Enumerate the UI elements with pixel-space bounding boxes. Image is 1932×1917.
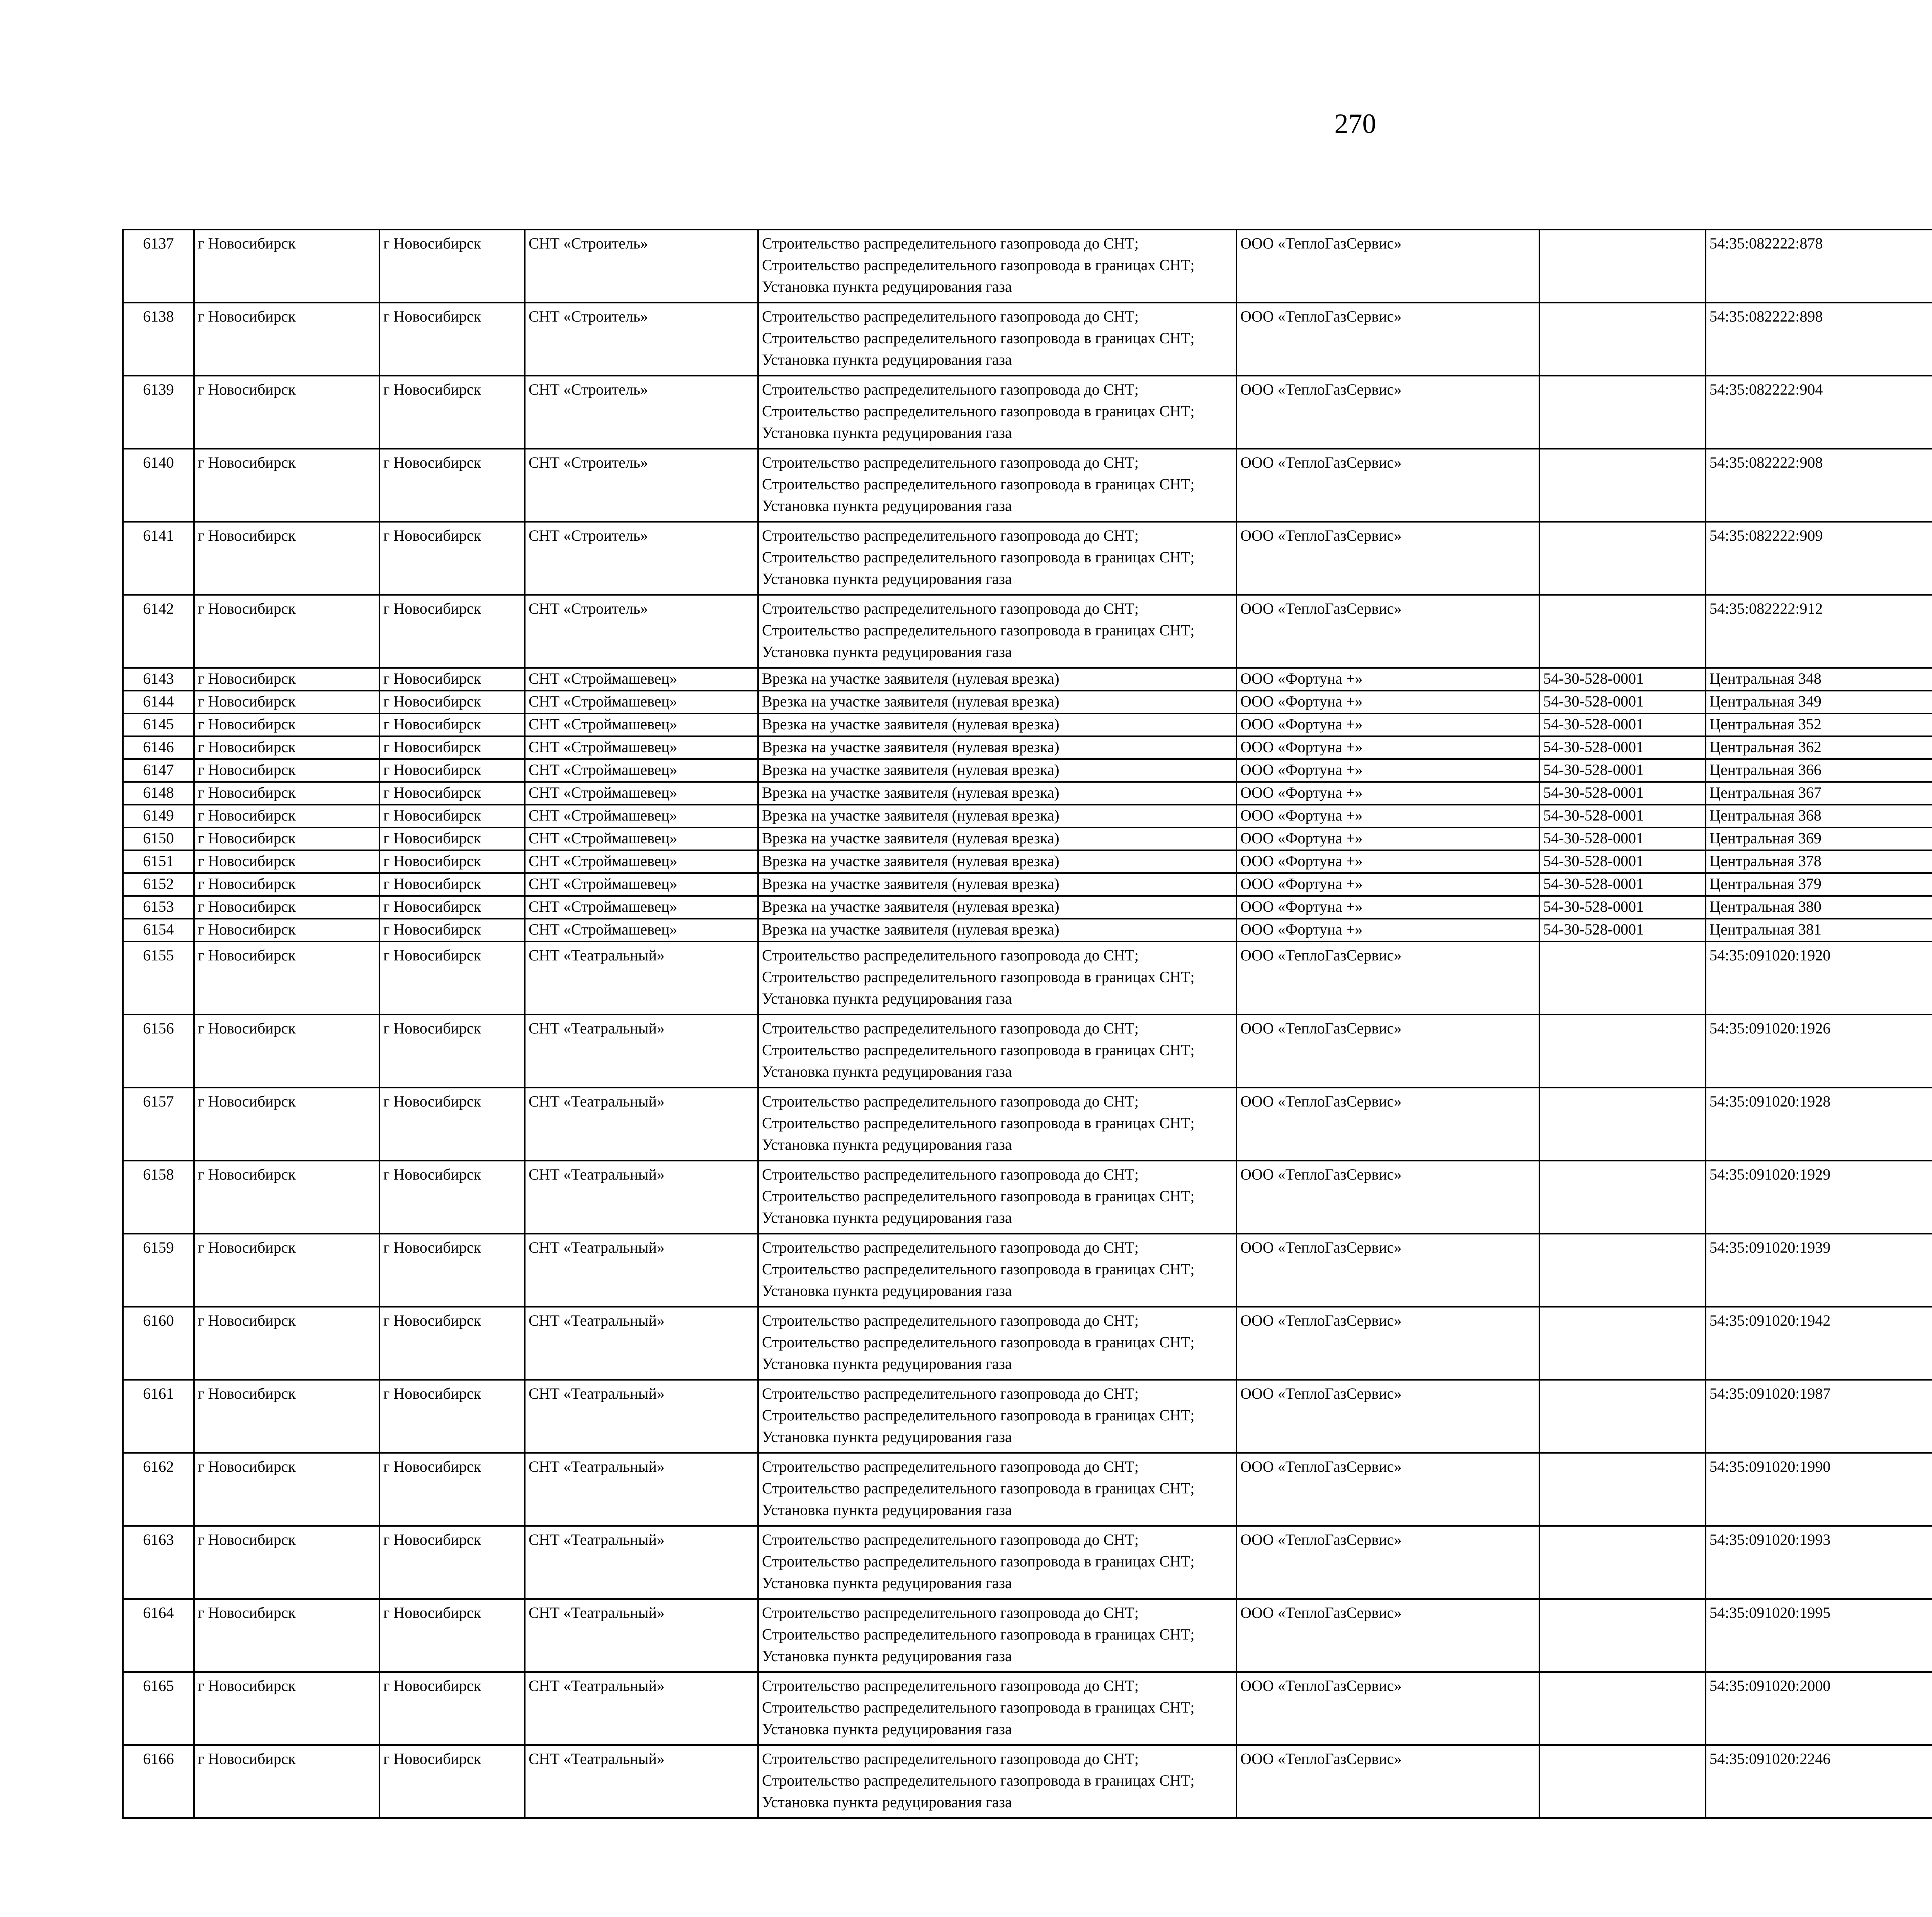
city-cell: г Новосибирск <box>379 1526 525 1599</box>
tu-number-cell <box>1539 1088 1706 1161</box>
work-description-cell: Врезка на участке заявителя (нулевая врезка) <box>758 668 1236 691</box>
address-cell: Центральная 366 <box>1706 759 1932 782</box>
snt-cell: СНТ «Строймашевец» <box>525 896 758 919</box>
city-cell: г Новосибирск <box>379 1015 525 1088</box>
district-cell: г Новосибирск <box>194 230 379 303</box>
address-cell: 54:35:091020:1929 <box>1706 1161 1932 1234</box>
city-cell: г Новосибирск <box>379 230 525 303</box>
table-row <box>123 449 1932 522</box>
work-description-cell: Строительство распределительного газопровода до СНТ; Строительство распределительного газопровода в границах СНТ; Установка пункта редуцирования газа <box>758 303 1236 376</box>
tu-number-cell: 54-30-528-0001 <box>1539 668 1706 691</box>
work-description-cell: Строительство распределительного газопровода до СНТ; Строительство распределительного газопровода в границах СНТ; Установка пункта редуцирования газа <box>758 595 1236 668</box>
organization-cell: ООО «ТеплоГазСервис» <box>1236 230 1539 303</box>
district-cell: г Новосибирск <box>194 522 379 595</box>
snt-cell: СНТ «Строймашевец» <box>525 691 758 713</box>
table-row <box>123 303 1932 376</box>
city-cell: г Новосибирск <box>379 873 525 896</box>
organization-cell: ООО «Фортуна +» <box>1236 668 1539 691</box>
city-cell: г Новосибирск <box>379 919 525 941</box>
row-number: 6147 <box>123 759 194 782</box>
city-cell: г Новосибирск <box>379 759 525 782</box>
snt-cell: СНТ «Строймашевец» <box>525 873 758 896</box>
address-cell: 54:35:082222:904 <box>1706 376 1932 449</box>
address-cell: 54:35:082222:912 <box>1706 595 1932 668</box>
work-description-cell: Строительство распределительного газопровода до СНТ; Строительство распределительного газопровода в границах СНТ; Установка пункта редуцирования газа <box>758 230 1236 303</box>
row-number: 6146 <box>123 736 194 759</box>
row-number: 6138 <box>123 303 194 376</box>
row-number: 6160 <box>123 1307 194 1380</box>
organization-cell: ООО «ТеплоГазСервис» <box>1236 1453 1539 1526</box>
organization-cell: ООО «ТеплоГазСервис» <box>1236 1307 1539 1380</box>
tu-number-cell <box>1539 1672 1706 1745</box>
work-description-cell: Врезка на участке заявителя (нулевая врезка) <box>758 736 1236 759</box>
city-cell: г Новосибирск <box>379 1307 525 1380</box>
address-cell: 54:35:091020:1926 <box>1706 1015 1932 1088</box>
address-cell: Центральная 369 <box>1706 827 1932 850</box>
city-cell: г Новосибирск <box>379 522 525 595</box>
address-cell: Центральная 352 <box>1706 713 1932 736</box>
tu-number-cell: 54-30-528-0001 <box>1539 759 1706 782</box>
district-cell: г Новосибирск <box>194 805 379 827</box>
work-description-cell: Строительство распределительного газопровода до СНТ; Строительство распределительного газопровода в границах СНТ; Установка пункта редуцирования газа <box>758 522 1236 595</box>
row-number: 6161 <box>123 1380 194 1453</box>
work-description-cell: Строительство распределительного газопровода до СНТ; Строительство распределительного газопровода в границах СНТ; Установка пункта редуцирования газа <box>758 1745 1236 1818</box>
snt-cell: СНТ «Театральный» <box>525 1453 758 1526</box>
snt-cell: СНТ «Театральный» <box>525 1161 758 1234</box>
organization-cell: ООО «Фортуна +» <box>1236 759 1539 782</box>
district-cell: г Новосибирск <box>194 1088 379 1161</box>
row-number: 6154 <box>123 919 194 941</box>
snt-cell: СНТ «Строймашевец» <box>525 827 758 850</box>
row-number: 6157 <box>123 1088 194 1161</box>
snt-cell: СНТ «Строймашевец» <box>525 919 758 941</box>
table-row <box>123 668 1932 691</box>
city-cell: г Новосибирск <box>379 782 525 805</box>
city-cell: г Новосибирск <box>379 827 525 850</box>
work-description-cell: Врезка на участке заявителя (нулевая врезка) <box>758 896 1236 919</box>
district-cell: г Новосибирск <box>194 1307 379 1380</box>
table-row <box>123 873 1932 896</box>
tu-number-cell: 54-30-528-0001 <box>1539 919 1706 941</box>
address-cell: Центральная 362 <box>1706 736 1932 759</box>
row-number: 6163 <box>123 1526 194 1599</box>
district-cell: г Новосибирск <box>194 1526 379 1599</box>
district-cell: г Новосибирск <box>194 919 379 941</box>
organization-cell: ООО «ТеплоГазСервис» <box>1236 1599 1539 1672</box>
address-cell: Центральная 380 <box>1706 896 1932 919</box>
city-cell: г Новосибирск <box>379 691 525 713</box>
tu-number-cell: 54-30-528-0001 <box>1539 713 1706 736</box>
snt-cell: СНТ «Театральный» <box>525 1088 758 1161</box>
snt-cell: СНТ «Строитель» <box>525 376 758 449</box>
work-description-cell: Строительство распределительного газопровода до СНТ; Строительство распределительного газопровода в границах СНТ; Установка пункта редуцирования газа <box>758 1307 1236 1380</box>
district-cell: г Новосибирск <box>194 449 379 522</box>
snt-cell: СНТ «Строитель» <box>525 595 758 668</box>
district-cell: г Новосибирск <box>194 873 379 896</box>
district-cell: г Новосибирск <box>194 713 379 736</box>
organization-cell: ООО «ТеплоГазСервис» <box>1236 303 1539 376</box>
address-cell: 54:35:091020:2246 <box>1706 1745 1932 1818</box>
city-cell: г Новосибирск <box>379 896 525 919</box>
snt-cell: СНТ «Театральный» <box>525 1672 758 1745</box>
organization-cell: ООО «Фортуна +» <box>1236 782 1539 805</box>
work-description-cell: Строительство распределительного газопровода до СНТ; Строительство распределительного газопровода в границах СНТ; Установка пункта редуцирования газа <box>758 1672 1236 1745</box>
row-number: 6166 <box>123 1745 194 1818</box>
city-cell: г Новосибирск <box>379 805 525 827</box>
work-description-cell: Врезка на участке заявителя (нулевая врезка) <box>758 713 1236 736</box>
table-row <box>123 1380 1932 1453</box>
tu-number-cell <box>1539 449 1706 522</box>
row-number: 6164 <box>123 1599 194 1672</box>
work-description-cell: Врезка на участке заявителя (нулевая врезка) <box>758 850 1236 873</box>
row-number: 6137 <box>123 230 194 303</box>
tu-number-cell: 54-30-528-0001 <box>1539 782 1706 805</box>
address-cell: 54:35:091020:1928 <box>1706 1088 1932 1161</box>
table-row <box>123 1672 1932 1745</box>
row-number: 6162 <box>123 1453 194 1526</box>
district-cell: г Новосибирск <box>194 896 379 919</box>
work-description-cell: Строительство распределительного газопровода до СНТ; Строительство распределительного газопровода в границах СНТ; Установка пункта редуцирования газа <box>758 1526 1236 1599</box>
city-cell: г Новосибирск <box>379 1380 525 1453</box>
address-cell: 54:35:082222:878 <box>1706 230 1932 303</box>
tu-number-cell <box>1539 230 1706 303</box>
snt-cell: СНТ «Строймашевец» <box>525 668 758 691</box>
work-description-cell: Врезка на участке заявителя (нулевая врезка) <box>758 759 1236 782</box>
table-row <box>123 736 1932 759</box>
table-row <box>123 941 1932 1015</box>
snt-cell: СНТ «Театральный» <box>525 1015 758 1088</box>
district-cell: г Новосибирск <box>194 1599 379 1672</box>
city-cell: г Новосибирск <box>379 1088 525 1161</box>
snt-cell: СНТ «Строймашевец» <box>525 805 758 827</box>
table-row <box>123 896 1932 919</box>
city-cell: г Новосибирск <box>379 1453 525 1526</box>
district-cell: г Новосибирск <box>194 303 379 376</box>
city-cell: г Новосибирск <box>379 303 525 376</box>
district-cell: г Новосибирск <box>194 1745 379 1818</box>
row-number: 6148 <box>123 782 194 805</box>
district-cell: г Новосибирск <box>194 736 379 759</box>
organization-cell: ООО «Фортуна +» <box>1236 805 1539 827</box>
address-cell: 54:35:082222:898 <box>1706 303 1932 376</box>
snt-cell: СНТ «Строитель» <box>525 230 758 303</box>
work-description-cell: Строительство распределительного газопровода до СНТ; Строительство распределительного газопровода в границах СНТ; Установка пункта редуцирования газа <box>758 1599 1236 1672</box>
city-cell: г Новосибирск <box>379 1599 525 1672</box>
organization-cell: ООО «ТеплоГазСервис» <box>1236 1234 1539 1307</box>
organization-cell: ООО «ТеплоГазСервис» <box>1236 595 1539 668</box>
city-cell: г Новосибирск <box>379 595 525 668</box>
organization-cell: ООО «Фортуна +» <box>1236 691 1539 713</box>
work-description-cell: Врезка на участке заявителя (нулевая врезка) <box>758 805 1236 827</box>
city-cell: г Новосибирск <box>379 376 525 449</box>
district-cell: г Новосибирск <box>194 782 379 805</box>
address-cell: Центральная 367 <box>1706 782 1932 805</box>
table-row <box>123 1161 1932 1234</box>
city-cell: г Новосибирск <box>379 449 525 522</box>
district-cell: г Новосибирск <box>194 850 379 873</box>
address-cell: 54:35:091020:1993 <box>1706 1526 1932 1599</box>
snt-cell: СНТ «Строитель» <box>525 449 758 522</box>
work-description-cell: Врезка на участке заявителя (нулевая врезка) <box>758 919 1236 941</box>
city-cell: г Новосибирск <box>379 668 525 691</box>
tu-number-cell <box>1539 1599 1706 1672</box>
city-cell: г Новосибирск <box>379 736 525 759</box>
work-description-cell: Врезка на участке заявителя (нулевая врезка) <box>758 782 1236 805</box>
organization-cell: ООО «ТеплоГазСервис» <box>1236 1015 1539 1088</box>
snt-cell: СНТ «Строймашевец» <box>525 759 758 782</box>
tu-number-cell <box>1539 1526 1706 1599</box>
snt-cell: СНТ «Строймашевец» <box>525 782 758 805</box>
district-cell: г Новосибирск <box>194 759 379 782</box>
table-row <box>123 522 1932 595</box>
organization-cell: ООО «ТеплоГазСервис» <box>1236 1161 1539 1234</box>
table-row <box>123 1088 1932 1161</box>
work-description-cell: Строительство распределительного газопровода до СНТ; Строительство распределительного газопровода в границах СНТ; Установка пункта редуцирования газа <box>758 1015 1236 1088</box>
tu-number-cell <box>1539 1745 1706 1818</box>
city-cell: г Новосибирск <box>379 941 525 1015</box>
organization-cell: ООО «Фортуна +» <box>1236 713 1539 736</box>
table-row <box>123 827 1932 850</box>
gasification-table <box>122 229 1932 1819</box>
table-row <box>123 1599 1932 1672</box>
address-cell: 54:35:091020:1990 <box>1706 1453 1932 1526</box>
address-cell: 54:35:091020:1987 <box>1706 1380 1932 1453</box>
district-cell: г Новосибирск <box>194 1234 379 1307</box>
district-cell: г Новосибирск <box>194 1161 379 1234</box>
city-cell: г Новосибирск <box>379 713 525 736</box>
district-cell: г Новосибирск <box>194 691 379 713</box>
address-cell: 54:35:091020:1920 <box>1706 941 1932 1015</box>
tu-number-cell: 54-30-528-0001 <box>1539 896 1706 919</box>
tu-number-cell <box>1539 1380 1706 1453</box>
city-cell: г Новосибирск <box>379 850 525 873</box>
snt-cell: СНТ «Строймашевец» <box>525 850 758 873</box>
organization-cell: ООО «ТеплоГазСервис» <box>1236 1380 1539 1453</box>
tu-number-cell <box>1539 595 1706 668</box>
district-cell: г Новосибирск <box>194 1015 379 1088</box>
organization-cell: ООО «Фортуна +» <box>1236 896 1539 919</box>
work-description-cell: Строительство распределительного газопровода до СНТ; Строительство распределительного газопровода в границах СНТ; Установка пункта редуцирования газа <box>758 1453 1236 1526</box>
district-cell: г Новосибирск <box>194 827 379 850</box>
row-number: 6145 <box>123 713 194 736</box>
work-description-cell: Строительство распределительного газопровода до СНТ; Строительство распределительного газопровода в границах СНТ; Установка пункта редуцирования газа <box>758 1088 1236 1161</box>
organization-cell: ООО «Фортуна +» <box>1236 850 1539 873</box>
row-number: 6156 <box>123 1015 194 1088</box>
work-description-cell: Врезка на участке заявителя (нулевая врезка) <box>758 873 1236 896</box>
snt-cell: СНТ «Театральный» <box>525 1599 758 1672</box>
organization-cell: ООО «ТеплоГазСервис» <box>1236 522 1539 595</box>
table-row <box>123 919 1932 941</box>
snt-cell: СНТ «Строитель» <box>525 303 758 376</box>
city-cell: г Новосибирск <box>379 1745 525 1818</box>
table-row <box>123 230 1932 303</box>
tu-number-cell <box>1539 1307 1706 1380</box>
address-cell: Центральная 378 <box>1706 850 1932 873</box>
table-row <box>123 1234 1932 1307</box>
row-number: 6143 <box>123 668 194 691</box>
table-row <box>123 1745 1932 1818</box>
table-row <box>123 850 1932 873</box>
work-description-cell: Строительство распределительного газопровода до СНТ; Строительство распределительного газопровода в границах СНТ; Установка пункта редуцирования газа <box>758 376 1236 449</box>
organization-cell: ООО «Фортуна +» <box>1236 919 1539 941</box>
organization-cell: ООО «Фортуна +» <box>1236 873 1539 896</box>
tu-number-cell <box>1539 522 1706 595</box>
table-row <box>123 1453 1932 1526</box>
work-description-cell: Врезка на участке заявителя (нулевая врезка) <box>758 691 1236 713</box>
table-row <box>123 595 1932 668</box>
district-cell: г Новосибирск <box>194 1453 379 1526</box>
tu-number-cell: 54-30-528-0001 <box>1539 805 1706 827</box>
row-number: 6165 <box>123 1672 194 1745</box>
address-cell: 54:35:091020:2000 <box>1706 1672 1932 1745</box>
tu-number-cell <box>1539 1161 1706 1234</box>
snt-cell: СНТ «Строймашевец» <box>525 713 758 736</box>
work-description-cell: Строительство распределительного газопровода до СНТ; Строительство распределительного газопровода в границах СНТ; Установка пункта редуцирования газа <box>758 1380 1236 1453</box>
address-cell: 54:35:082222:908 <box>1706 449 1932 522</box>
address-cell: Центральная 381 <box>1706 919 1932 941</box>
row-number: 6155 <box>123 941 194 1015</box>
work-description-cell: Строительство распределительного газопровода до СНТ; Строительство распределительного газопровода в границах СНТ; Установка пункта редуцирования газа <box>758 1161 1236 1234</box>
table-row <box>123 691 1932 713</box>
table-row <box>123 782 1932 805</box>
address-cell: 54:35:091020:1939 <box>1706 1234 1932 1307</box>
row-number: 6151 <box>123 850 194 873</box>
snt-cell: СНТ «Театральный» <box>525 1380 758 1453</box>
district-cell: г Новосибирск <box>194 1380 379 1453</box>
table-row <box>123 1015 1932 1088</box>
page-number: 270 <box>1334 108 1376 139</box>
organization-cell: ООО «ТеплоГазСервис» <box>1236 941 1539 1015</box>
district-cell: г Новосибирск <box>194 595 379 668</box>
snt-cell: СНТ «Театральный» <box>525 1745 758 1818</box>
row-number: 6159 <box>123 1234 194 1307</box>
work-description-cell: Строительство распределительного газопровода до СНТ; Строительство распределительного газопровода в границах СНТ; Установка пункта редуцирования газа <box>758 449 1236 522</box>
address-cell: Центральная 349 <box>1706 691 1932 713</box>
row-number: 6153 <box>123 896 194 919</box>
snt-cell: СНТ «Театральный» <box>525 1526 758 1599</box>
district-cell: г Новосибирск <box>194 376 379 449</box>
city-cell: г Новосибирск <box>379 1234 525 1307</box>
row-number: 6139 <box>123 376 194 449</box>
address-cell: Центральная 368 <box>1706 805 1932 827</box>
row-number: 6142 <box>123 595 194 668</box>
tu-number-cell <box>1539 303 1706 376</box>
tu-number-cell <box>1539 1453 1706 1526</box>
row-number: 6158 <box>123 1161 194 1234</box>
tu-number-cell: 54-30-528-0001 <box>1539 736 1706 759</box>
work-description-cell: Строительство распределительного газопровода до СНТ; Строительство распределительного газопровода в границах СНТ; Установка пункта редуцирования газа <box>758 1234 1236 1307</box>
table-row <box>123 376 1932 449</box>
district-cell: г Новосибирск <box>194 1672 379 1745</box>
snt-cell: СНТ «Театральный» <box>525 1234 758 1307</box>
tu-number-cell <box>1539 376 1706 449</box>
table-row <box>123 713 1932 736</box>
district-cell: г Новосибирск <box>194 668 379 691</box>
organization-cell: ООО «ТеплоГазСервис» <box>1236 1526 1539 1599</box>
snt-cell: СНТ «Строймашевец» <box>525 736 758 759</box>
organization-cell: ООО «Фортуна +» <box>1236 736 1539 759</box>
organization-cell: ООО «ТеплоГазСервис» <box>1236 1088 1539 1161</box>
work-description-cell: Врезка на участке заявителя (нулевая врезка) <box>758 827 1236 850</box>
organization-cell: ООО «ТеплоГазСервис» <box>1236 449 1539 522</box>
tu-number-cell <box>1539 1015 1706 1088</box>
tu-number-cell: 54-30-528-0001 <box>1539 850 1706 873</box>
city-cell: г Новосибирск <box>379 1161 525 1234</box>
tu-number-cell: 54-30-528-0001 <box>1539 873 1706 896</box>
organization-cell: ООО «ТеплоГазСервис» <box>1236 1745 1539 1818</box>
row-number: 6152 <box>123 873 194 896</box>
row-number: 6141 <box>123 522 194 595</box>
table-row <box>123 759 1932 782</box>
row-number: 6140 <box>123 449 194 522</box>
tu-number-cell: 54-30-528-0001 <box>1539 691 1706 713</box>
address-cell: 54:35:091020:1995 <box>1706 1599 1932 1672</box>
address-cell: 54:35:082222:909 <box>1706 522 1932 595</box>
table-row <box>123 1526 1932 1599</box>
snt-cell: СНТ «Театральный» <box>525 941 758 1015</box>
snt-cell: СНТ «Театральный» <box>525 1307 758 1380</box>
address-cell: 54:35:091020:1942 <box>1706 1307 1932 1380</box>
row-number: 6150 <box>123 827 194 850</box>
address-cell: Центральная 348 <box>1706 668 1932 691</box>
tu-number-cell <box>1539 1234 1706 1307</box>
row-number: 6149 <box>123 805 194 827</box>
work-description-cell: Строительство распределительного газопровода до СНТ; Строительство распределительного газопровода в границах СНТ; Установка пункта редуцирования газа <box>758 941 1236 1015</box>
table-row <box>123 805 1932 827</box>
row-number: 6144 <box>123 691 194 713</box>
organization-cell: ООО «ТеплоГазСервис» <box>1236 1672 1539 1745</box>
table-body <box>123 230 1932 1818</box>
address-cell: Центральная 379 <box>1706 873 1932 896</box>
snt-cell: СНТ «Строитель» <box>525 522 758 595</box>
district-cell: г Новосибирск <box>194 941 379 1015</box>
table-row <box>123 1307 1932 1380</box>
tu-number-cell <box>1539 941 1706 1015</box>
organization-cell: ООО «ТеплоГазСервис» <box>1236 376 1539 449</box>
city-cell: г Новосибирск <box>379 1672 525 1745</box>
organization-cell: ООО «Фортуна +» <box>1236 827 1539 850</box>
tu-number-cell: 54-30-528-0001 <box>1539 827 1706 850</box>
